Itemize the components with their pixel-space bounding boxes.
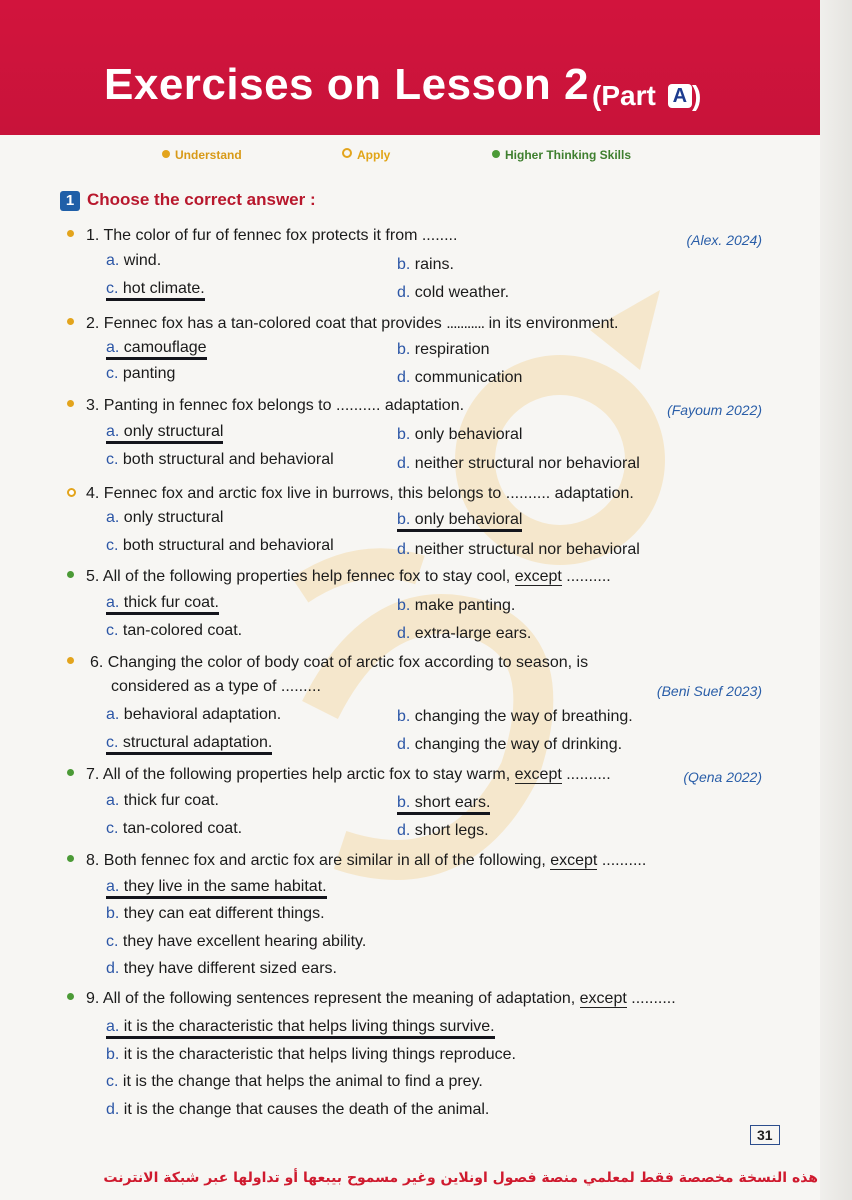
q3-option-a: a. only structural <box>106 422 223 442</box>
section-heading <box>60 190 316 211</box>
q8-option-c: c. they have excellent hearing ability. <box>106 933 367 950</box>
q7-option-a: a. thick fur coat. <box>106 792 219 809</box>
q3-option-d: d. neither structural nor behavioral <box>397 455 640 472</box>
q5-option-d: d. extra-large ears. <box>397 625 532 642</box>
q9-option-b: b. it is the characteristic that helps living things reproduce. <box>106 1046 516 1063</box>
question-2: 2. Fennec fox has a tan-colored coat that provides ........... in its environment. <box>86 314 618 334</box>
part-suffix: ) <box>692 80 702 111</box>
question-1-source: (Alex. 2024) <box>686 232 762 248</box>
question-8: 8. Both fennec fox and arctic fox are similar in all of the following, except .......... <box>86 851 646 871</box>
q4-option-a: a. only structural <box>106 509 224 526</box>
q2-option-a: a. camouflage <box>106 338 207 358</box>
q1-option-a: a. wind. <box>106 252 162 269</box>
q1-option-b: b. rains. <box>397 256 454 273</box>
q6-option-d: d. changing the way of drinking. <box>397 736 623 753</box>
title-banner <box>0 0 820 135</box>
understand-marker-icon <box>67 230 74 237</box>
understand-marker-icon <box>67 657 74 664</box>
q2-option-d: d. communication <box>397 369 523 386</box>
question-6-source: (Beni Suef 2023) <box>656 683 762 699</box>
q9-option-c: c. it is the change that helps the animal to find a prey. <box>106 1073 483 1090</box>
q5-option-b: b. make panting. <box>397 597 516 614</box>
q9-option-a: a. it is the characteristic that helps living things survive. <box>106 1017 495 1037</box>
q6-option-a: a. behavioral adaptation. <box>106 706 282 723</box>
question-1: 1. The color of fur of fennec fox protects it from ........ <box>86 226 457 246</box>
hollow-dot-icon <box>342 148 352 158</box>
legend-higher-thinking: Higher Thinking Skills <box>492 148 631 162</box>
q4-option-d: d. neither structural nor behavioral <box>397 541 640 558</box>
section-number-badge: 1 <box>60 191 80 211</box>
question-6: 6. Changing the color of body coat of arctic fox according to season, is <box>90 653 588 673</box>
q3-option-b: b. only behavioral <box>397 426 523 443</box>
q7-option-d: d. short legs. <box>397 822 489 839</box>
higher-thinking-marker-icon <box>67 769 74 776</box>
q1-option-d: d. cold weather. <box>397 284 510 301</box>
page-title: Exercises on Lesson 2 <box>104 60 589 109</box>
q5-option-a: a. thick fur coat. <box>106 593 219 613</box>
q3-option-c: c. both structural and behavioral <box>106 451 334 468</box>
legend-understand: Understand <box>162 148 242 162</box>
q8-option-d: d. they have different sized ears. <box>106 960 337 977</box>
question-7-source: (Qena 2022) <box>683 769 762 785</box>
higher-thinking-marker-icon <box>67 855 74 862</box>
filled-dot-icon <box>162 150 170 158</box>
section-title: Choose the correct answer : <box>87 190 316 209</box>
question-6-line-2: considered as a type of ......... <box>111 678 321 695</box>
question-9: 9. All of the following sentences represent the meaning of adaptation, except .......... <box>86 989 676 1009</box>
q1-option-c: c. hot climate. <box>106 279 205 299</box>
q4-option-c: c. both structural and behavioral <box>106 537 334 554</box>
question-7: 7. All of the following properties help arctic fox to stay warm, except .......... <box>86 765 611 785</box>
part-label <box>592 80 701 112</box>
page-number: 31 <box>750 1125 780 1145</box>
q2-option-b: b. respiration <box>397 341 490 358</box>
question-5: 5. All of the following properties help fennec fox to stay cool, except .......... <box>86 567 611 587</box>
footer-notice: هذه النسخة مخصصة فقط لمعلمي منصة فصول اونلاين وغير مسموح بيبعها أو تداولها عبر شبكة الانترنت <box>103 1170 818 1186</box>
part-prefix: (Part <box>592 80 656 111</box>
higher-thinking-marker-icon <box>67 571 74 578</box>
higher-thinking-marker-icon <box>67 993 74 1000</box>
q8-option-a: a. they live in the same habitat. <box>106 877 327 897</box>
question-3-source: (Fayoum 2022) <box>667 402 762 418</box>
question-3: 3. Panting in fennec fox belongs to .......... adaptation. <box>86 396 464 416</box>
q9-option-d: d. it is the change that causes the death of the animal. <box>106 1101 490 1118</box>
legend-apply: Apply <box>342 148 390 162</box>
q8-option-b: b. they can eat different things. <box>106 905 325 922</box>
q6-option-c: c. structural adaptation. <box>106 733 272 753</box>
q6-option-b: b. changing the way of breathing. <box>397 708 633 725</box>
q2-option-c: c. panting <box>106 365 176 382</box>
question-4: 4. Fennec fox and arctic fox live in burrows, this belongs to .......... adaptation. <box>86 484 634 504</box>
part-letter-badge: A <box>668 84 692 108</box>
understand-marker-icon <box>67 400 74 407</box>
apply-marker-icon <box>67 488 76 497</box>
green-dot-icon <box>492 150 500 158</box>
q4-option-b: b. only behavioral <box>397 510 522 530</box>
understand-marker-icon <box>67 318 74 325</box>
q7-option-b: b. short ears. <box>397 793 490 813</box>
q7-option-c: c. tan-colored coat. <box>106 820 243 837</box>
q5-option-c: c. tan-colored coat. <box>106 622 243 639</box>
page-edge-shadow <box>820 0 852 1200</box>
